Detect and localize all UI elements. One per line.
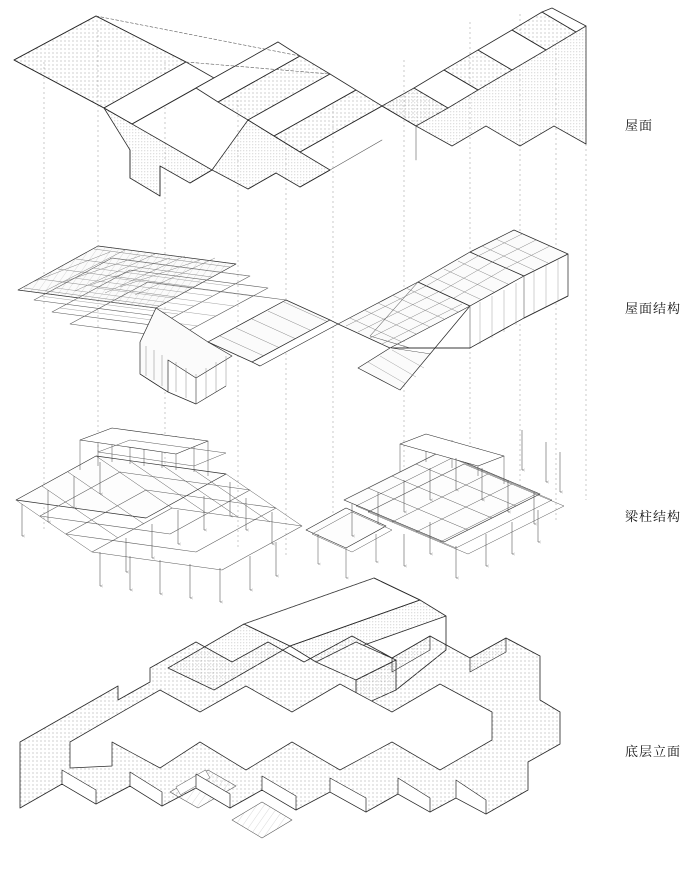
layer-label-beam-column-structure: 梁柱结构	[625, 510, 682, 525]
layer-beam-column-structure	[16, 428, 564, 602]
layer-label-ground-floor-elevation: 底层立面	[625, 745, 682, 760]
layer-label-roof-structure: 屋面结构	[625, 302, 682, 317]
layer-roof-surface	[14, 8, 586, 196]
layer-roof-structure	[18, 230, 568, 404]
layer-ground-floor-elevation	[20, 578, 560, 838]
layer-label-roof: 屋面	[625, 119, 654, 134]
